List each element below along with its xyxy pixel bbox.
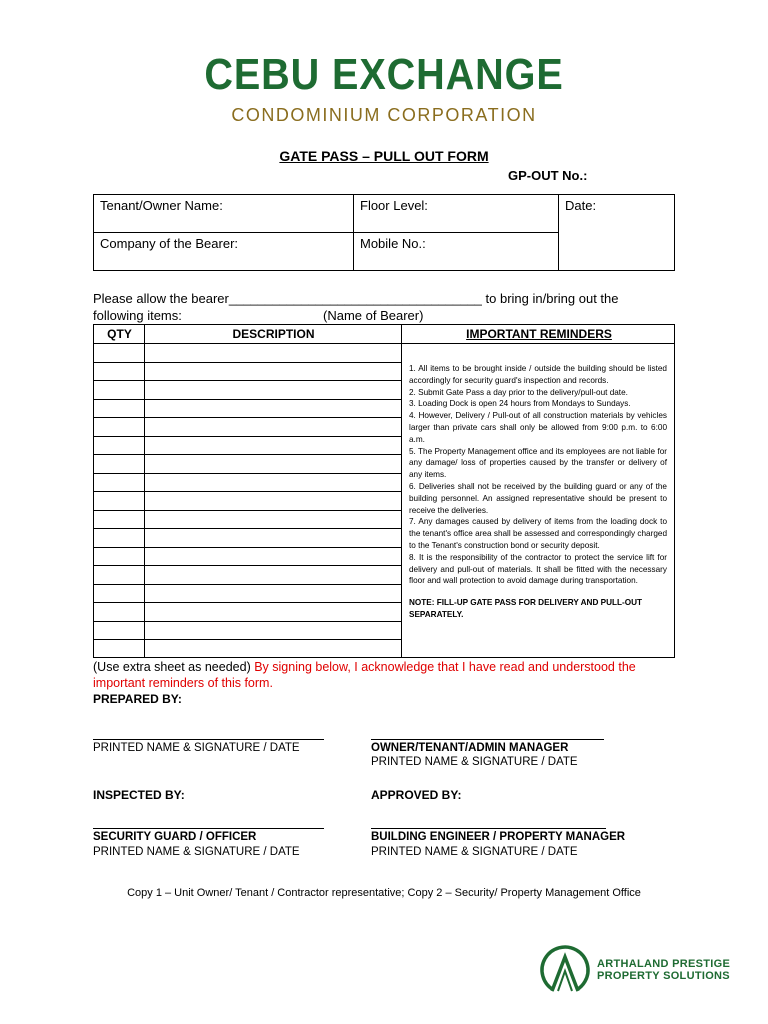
qty-header: QTY — [107, 327, 132, 341]
arthaland-logo-icon — [538, 943, 592, 997]
acknowledgement — [93, 659, 683, 691]
inspected-signature-line[interactable] — [93, 828, 324, 829]
form-title: GATE PASS – PULL OUT FORM — [279, 148, 489, 164]
owner-signature-line[interactable] — [371, 739, 604, 740]
bearer-info-table — [93, 194, 675, 271]
extra-sheet-note: (Use extra sheet as needed) — [93, 660, 251, 674]
company-label: Company of the Bearer: — [100, 236, 239, 251]
bearer-text-line2: following items: — [93, 308, 182, 323]
item-row-line — [94, 621, 402, 622]
reminder-item: 4. However, Delivery / Pull-out of all construction materials by vehicles larger than private cars shall only be allowed from 9:00 p.m. to 6:00 a.m. — [409, 411, 667, 444]
approved-printed-name: PRINTED NAME & SIGNATURE / DATE — [371, 846, 578, 858]
reminders-list — [409, 363, 667, 621]
gp-out-label: GP-OUT No.: — [508, 168, 588, 183]
item-row-line — [94, 510, 402, 511]
owner-role: OWNER/TENANT/ADMIN MANAGER — [371, 742, 569, 754]
reminder-item: 5. The Property Management office and its employees are not liable for any damage/ loss of properties caused by the transfer or delivery of any items. — [409, 446, 667, 480]
brand-title: CEBU EXCHANGE — [204, 50, 564, 99]
date-field[interactable] — [559, 195, 675, 271]
item-row-line — [94, 362, 402, 363]
logo-line1: ARTHALAND PRESTIGE — [597, 958, 731, 970]
acknowledge-text: By signing below, I acknowledge that I have read and understood the important reminders of this form. — [93, 660, 636, 690]
item-row-line — [94, 343, 674, 344]
item-row-line — [94, 584, 402, 585]
items-table — [93, 324, 675, 658]
copy-distribution-note: Copy 1 – Unit Owner/ Tenant / Contractor representative; Copy 2 – Security/ Property Management Office — [127, 887, 641, 899]
tenant-label: Tenant/Owner Name: — [100, 198, 223, 213]
approved-signature-line[interactable] — [371, 828, 606, 829]
prepared-printed-name: PRINTED NAME & SIGNATURE / DATE — [93, 742, 300, 754]
item-row-line — [94, 436, 402, 437]
reminder-item: 8. It is the responsibility of the contractor to protect the service lift for delivery and pull-out of materials. It shall be fitted with the necessary floor and wall protection to avoid damage during transportation. — [409, 552, 667, 586]
reminder-item: 2. Submit Gate Pass a day prior to the delivery/pull-out date. — [409, 387, 628, 397]
company-field[interactable] — [94, 233, 354, 271]
item-row-line — [94, 602, 402, 603]
arthaland-logo-text — [597, 958, 730, 982]
mobile-field[interactable] — [354, 233, 559, 271]
mobile-label: Mobile No.: — [360, 236, 426, 251]
item-row-line — [94, 528, 402, 529]
owner-printed-name: PRINTED NAME & SIGNATURE / DATE — [371, 756, 578, 768]
reminder-item: 6. Deliveries shall not be received by the building guard or any of the building personnel. An assigned representative should be present to receive the deliveries. — [409, 481, 667, 515]
item-row-line — [94, 547, 402, 548]
prepared-by-label: PREPARED BY: — [93, 692, 182, 706]
guard-role: SECURITY GUARD / OFFICER — [93, 831, 257, 843]
floor-label: Floor Level: — [360, 198, 428, 213]
engineer-role: BUILDING ENGINEER / PROPERTY MANAGER — [371, 831, 626, 843]
description-header: DESCRIPTION — [232, 327, 315, 341]
logo-line2: PROPERTY SOLUTIONS — [597, 970, 730, 982]
floor-field[interactable] — [354, 195, 559, 233]
date-label: Date: — [565, 198, 597, 213]
item-row-line — [94, 491, 402, 492]
item-row-line — [94, 639, 402, 640]
item-row-line — [94, 380, 402, 381]
reminder-note: NOTE: FILL-UP GATE PASS FOR DELIVERY AND PULL-OUT SEPARATELY. — [409, 598, 643, 619]
inspected-printed-name: PRINTED NAME & SIGNATURE / DATE — [93, 846, 300, 858]
prepared-signature-line[interactable] — [93, 739, 324, 740]
bearer-text-line1: Please allow the bearer___________________________________ to bring in/bring out the — [93, 291, 619, 306]
item-row-line — [94, 473, 402, 474]
reminder-item: 7. Any damages caused by delivery of items from the loading dock to the tenant's office area shall be assessed and correspondingly charged to the Tenant's construction bond or security deposit. — [409, 517, 667, 550]
tenant-field[interactable] — [94, 195, 354, 233]
item-row-line — [94, 565, 402, 566]
approved-by-label: APPROVED BY: — [371, 788, 462, 802]
bearer-name-hint: (Name of Bearer) — [323, 308, 424, 323]
item-row-line — [94, 454, 402, 455]
item-row-line — [94, 417, 402, 418]
reminders-header: IMPORTANT REMINDERS — [466, 327, 612, 341]
reminder-item: 3. Loading Dock is open 24 hours from Mondays to Sundays. — [409, 399, 631, 409]
reminder-item: 1. All items to be brought inside / outside the building should be listed accordingly for security guard's inspection and records. — [409, 364, 667, 385]
brand-subtitle: CONDOMINIUM CORPORATION — [231, 105, 537, 125]
inspected-by-label: INSPECTED BY: — [93, 788, 185, 802]
bearer-statement — [93, 290, 683, 324]
item-row-line — [94, 399, 402, 400]
